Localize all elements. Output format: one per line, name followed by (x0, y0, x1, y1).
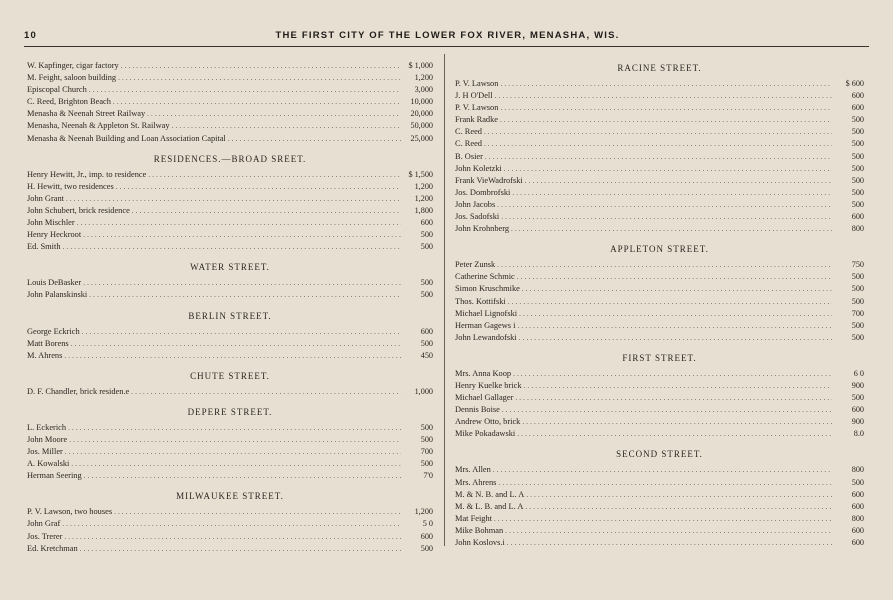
entry-name: Andrew Otto, brick (455, 417, 521, 427)
street-heading: BERLIN STREET. (188, 310, 272, 321)
entry-name: B. Osier (455, 151, 483, 161)
entry-amount: 20,000 (410, 109, 433, 119)
entry-amount: 600 (851, 501, 864, 511)
ledger-entry (455, 259, 864, 271)
ledger-entry (27, 60, 433, 72)
ledger-entry (455, 90, 864, 102)
entry-amount: 500 (851, 187, 864, 197)
leader-dots (505, 525, 832, 537)
ledger-entry (27, 434, 433, 446)
street-heading: RESIDENCES.—BROAD SREET. (153, 153, 307, 164)
ledger-entry (27, 217, 433, 229)
entry-name: Mat Feight (455, 513, 492, 523)
leader-dots (118, 72, 401, 84)
entry-amount: 6 0 (853, 368, 864, 378)
page-number: 10 (24, 30, 37, 41)
entry-amount: 1,200 (414, 507, 433, 517)
leader-dots (501, 211, 832, 223)
leader-dots (89, 84, 401, 96)
leader-dots (525, 175, 832, 187)
entry-amount: 1,200 (414, 193, 433, 203)
leader-dots (147, 108, 401, 120)
entry-amount: 700 (420, 447, 433, 457)
entry-amount: 500 (420, 459, 433, 469)
ledger-entry (455, 477, 864, 489)
entry-amount: 500 (851, 284, 864, 294)
entry-amount: 500 (851, 296, 864, 306)
ledger-entry (455, 416, 864, 428)
entry-amount: 500 (420, 543, 433, 553)
leader-dots (513, 368, 832, 380)
ledger-entry (455, 392, 864, 404)
street-heading: DEPERE STREET. (187, 406, 273, 417)
ledger-entry (455, 368, 864, 380)
entry-name: D. F. Chandler, brick residen.e (27, 386, 130, 396)
entry-name: P. V. Lawson, two houses (27, 507, 113, 517)
entry-name: Matt Borens (27, 338, 69, 348)
leader-dots (500, 78, 832, 90)
ledger-entry (455, 525, 864, 537)
entry-amount: 500 (420, 434, 433, 444)
ledger-entry (455, 489, 864, 501)
entry-amount: 500 (851, 393, 864, 403)
entry-name: Michael Gallager (455, 393, 514, 403)
entry-name: John Jacobs (455, 199, 496, 209)
entry-amount: 500 (851, 139, 864, 149)
header-rule (24, 46, 869, 47)
entry-name: Ed. Kretchman (27, 543, 78, 553)
leader-dots (526, 489, 832, 501)
entry-name: Herman Gagews i (455, 320, 516, 330)
entry-name: Catherine Schmic (455, 272, 515, 282)
entry-name: Jos. Miller (27, 447, 63, 457)
entry-name: Michael Lignofski (455, 308, 518, 318)
leader-dots (484, 138, 832, 150)
street-heading: RACINE STREET. (617, 63, 702, 73)
leader-dots (148, 169, 401, 181)
ledger-entry (455, 223, 864, 235)
entry-name: Henry Heckroot (27, 230, 82, 240)
entry-amount: 7'0 (423, 471, 433, 481)
entry-name: George Eckrich (27, 326, 80, 336)
entry-amount: 900 (851, 417, 864, 427)
ledger-entry (27, 543, 433, 555)
ledger-entry (27, 518, 433, 530)
ledger-entry (455, 320, 864, 332)
entry-amount: 800 (851, 465, 864, 475)
leader-dots (507, 537, 832, 549)
entry-name: Frank VieWadrofski (455, 175, 523, 185)
entry-amount: 500 (851, 163, 864, 173)
ledger-entry (27, 84, 433, 96)
entry-name: Mrs. Ahrens (455, 477, 497, 487)
leader-dots (132, 205, 401, 217)
leader-dots (82, 326, 401, 338)
entry-amount: 25,000 (410, 133, 433, 143)
ledger-entry (455, 296, 864, 308)
leader-dots (500, 102, 832, 114)
entry-amount: 750 (851, 260, 864, 270)
leader-dots (515, 392, 832, 404)
entry-name: John Krohnberg (455, 224, 510, 234)
entry-amount: 450 (420, 350, 433, 360)
ledger-entry (455, 283, 864, 295)
ledger-entry (27, 326, 433, 338)
entry-amount: 50,000 (410, 121, 433, 131)
ledger-entry (455, 175, 864, 187)
leader-dots (121, 60, 401, 72)
entry-name: Henry Hewitt, Jr., imp. to residence (27, 169, 147, 179)
leader-dots (494, 513, 832, 525)
leader-dots (517, 320, 832, 332)
ledger-entry (455, 114, 864, 126)
ledger-entry (27, 506, 433, 518)
column-divider (444, 54, 445, 546)
entry-amount: $ 1,000 (408, 61, 433, 70)
ledger-entry (455, 501, 864, 513)
leader-dots (83, 277, 401, 289)
leader-dots (512, 187, 832, 199)
entry-name: H. Hewitt, two residences (27, 181, 114, 191)
street-heading: WATER STREET. (190, 262, 270, 273)
entry-amount: 500 (420, 338, 433, 348)
leader-dots (62, 518, 401, 530)
entry-name: Frank Radke (455, 115, 499, 125)
leader-dots (172, 120, 401, 132)
entry-amount: 800 (851, 513, 864, 523)
leader-dots (498, 477, 832, 489)
leader-dots (71, 458, 401, 470)
entry-amount: 1,800 (414, 205, 433, 215)
entry-name: John Graf (27, 519, 61, 529)
entry-amount: 500 (851, 272, 864, 282)
street-heading: CHUTE STREET. (190, 370, 270, 381)
entry-amount: 600 (851, 212, 864, 222)
leader-dots (65, 446, 401, 458)
ledger-entry (27, 181, 433, 193)
leader-dots (524, 380, 832, 392)
ledger-entry (27, 169, 433, 181)
entry-amount: 500 (420, 242, 433, 252)
ledger-entry (27, 241, 433, 253)
entry-name: Menasha & Neenah Building and Loan Association Capital (27, 133, 226, 143)
entry-name: Jos. Trerer (27, 531, 63, 541)
entry-amount: 10,000 (410, 97, 433, 107)
entry-name: Jos. Dombrofski (455, 187, 511, 197)
ledger-entry (27, 350, 433, 362)
ledger-entry (27, 386, 433, 398)
entry-name: Mrs. Anna Koop (455, 368, 512, 378)
leader-dots (517, 271, 832, 283)
entry-name: P. V. Lawson (455, 103, 499, 113)
ledger-entry (455, 308, 864, 320)
leader-dots (522, 416, 832, 428)
leader-dots (83, 229, 401, 241)
entry-name: C. Reed (455, 139, 482, 149)
entry-name: Henry Kuelke brick (455, 380, 522, 390)
entry-amount: 500 (851, 332, 864, 342)
left-column (27, 60, 433, 555)
entry-name: John Lewandofski (455, 332, 517, 342)
entry-amount: 900 (851, 380, 864, 390)
ledger-entry (455, 428, 864, 440)
ledger-entry (455, 199, 864, 211)
leader-dots (517, 428, 832, 440)
entry-amount: 3,000 (414, 85, 433, 95)
entry-amount: 600 (420, 326, 433, 336)
ledger-entry (27, 229, 433, 241)
ledger-entry (27, 96, 433, 108)
entry-amount: 1,000 (414, 386, 433, 396)
ledger-entry (455, 163, 864, 175)
entry-name: C. Reed (455, 127, 482, 137)
entry-amount: 500 (420, 278, 433, 288)
leader-dots (131, 386, 401, 398)
entry-name: Peter Zunsk (455, 260, 496, 270)
entry-amount: 600 (851, 405, 864, 415)
entry-name: Menasha & Neenah Street Railway (27, 109, 146, 119)
entry-name: J. H O'Dell (455, 91, 493, 101)
leader-dots (116, 181, 401, 193)
ledger-entry (27, 338, 433, 350)
ledger-entry (27, 120, 433, 132)
entry-amount: 500 (851, 115, 864, 125)
entry-amount: $ 600 (845, 79, 864, 88)
entry-amount: 700 (851, 308, 864, 318)
leader-dots (497, 259, 832, 271)
street-heading: APPLETON STREET. (610, 244, 709, 255)
ledger-entry (455, 513, 864, 525)
entry-amount: 600 (851, 103, 864, 113)
ledger-entry (455, 102, 864, 114)
entry-amount: 500 (851, 320, 864, 330)
leader-dots (484, 126, 832, 138)
ledger-entry (27, 205, 433, 217)
leader-dots (522, 283, 832, 295)
entry-amount: 500 (420, 422, 433, 432)
entry-amount: 1,200 (414, 73, 433, 83)
ledger-entry (455, 151, 864, 163)
entry-amount: 600 (851, 91, 864, 101)
ledger-entry (455, 126, 864, 138)
entry-name: C. Reed, Brighton Beach (27, 97, 111, 107)
entry-amount: 600 (851, 489, 864, 499)
ledger-entry (27, 277, 433, 289)
entry-name: Mike Bohman (455, 525, 504, 535)
entry-amount: 500 (851, 199, 864, 209)
entry-amount: $ 1,500 (408, 169, 433, 179)
entry-amount: 600 (420, 531, 433, 541)
entry-name: Simon Kruschmike (455, 284, 520, 294)
leader-dots (114, 506, 401, 518)
leader-dots (68, 422, 401, 434)
leader-dots (63, 241, 401, 253)
ledger-entry (27, 470, 433, 482)
entry-name: M. Ahrens (27, 350, 63, 360)
leader-dots (495, 90, 832, 102)
leader-dots (485, 151, 832, 163)
leader-dots (80, 543, 401, 555)
ledger-entry (27, 458, 433, 470)
leader-dots (519, 308, 832, 320)
entry-name: John Schubert, brick residence (27, 205, 130, 215)
leader-dots (508, 296, 832, 308)
entry-amount: 600 (851, 525, 864, 535)
entry-name: P. V. Lawson (455, 79, 499, 88)
ledger-entry (455, 464, 864, 476)
entry-amount: 500 (851, 127, 864, 137)
leader-dots (89, 289, 401, 301)
entry-amount: 1,200 (414, 181, 433, 191)
ledger-entry (27, 72, 433, 84)
leader-dots (504, 163, 832, 175)
entry-amount: 5 0 (422, 519, 433, 529)
entry-name: Louis DeBasker (27, 278, 82, 288)
ledger-entry (27, 531, 433, 543)
entry-name: Episcopal Church (27, 85, 87, 95)
entry-name: M. & L. B. and L. A (455, 501, 524, 511)
ledger-entry (455, 271, 864, 283)
page-header (22, 30, 873, 44)
leader-dots (71, 338, 401, 350)
entry-name: W. Kapfinger, cigar factory (27, 61, 119, 70)
entry-name: M. Feight, saloon building (27, 73, 117, 83)
leader-dots (497, 199, 832, 211)
ledger-entry (27, 289, 433, 301)
entry-name: John Koslovs.i (455, 538, 505, 547)
ledger-entry (27, 133, 433, 145)
leader-dots (502, 404, 832, 416)
entry-name: Menasha, Neenah & Appleton St. Railway (27, 121, 170, 131)
ledger-entry (455, 380, 864, 392)
leader-dots (500, 114, 832, 126)
entry-amount: 8.0 (853, 429, 864, 439)
ledger-entry (27, 446, 433, 458)
entry-name: Mike Pokadawski (455, 429, 516, 439)
entry-name: John Palanskinski (27, 290, 88, 300)
entry-amount: 500 (851, 175, 864, 185)
leader-dots (493, 464, 832, 476)
ledger-entry (455, 78, 864, 90)
entry-name: Thos. Kottifski (455, 296, 506, 306)
leader-dots (64, 350, 401, 362)
entry-name: John Grant (27, 193, 64, 203)
leader-dots (525, 501, 832, 513)
leader-dots (84, 470, 401, 482)
entry-name: M. & N. B. and L. A (455, 489, 525, 499)
ledger-entry (455, 138, 864, 150)
entry-name: L. Eckerich (27, 422, 67, 432)
entry-name: Mrs. Allen (455, 465, 491, 475)
leader-dots (228, 133, 401, 145)
ledger-entry (455, 187, 864, 199)
entry-amount: 800 (851, 224, 864, 234)
ledger-entry (455, 211, 864, 223)
entry-amount: 600 (420, 218, 433, 228)
street-heading: SECOND STREET. (616, 449, 703, 460)
street-heading: FIRST STREET. (622, 352, 697, 363)
ledger-entry (27, 422, 433, 434)
entry-name: John Moore (27, 434, 68, 444)
entry-amount: 500 (420, 230, 433, 240)
entry-name: Herman Seering (27, 471, 82, 481)
leader-dots (64, 531, 401, 543)
ledger-entry (455, 404, 864, 416)
street-heading: MILWAUKEE STREET. (176, 491, 284, 502)
ledger-entry (27, 193, 433, 205)
entry-name: Dennis Boise (455, 405, 500, 415)
entry-name: John Mischler (27, 218, 75, 228)
leader-dots (113, 96, 401, 108)
leader-dots (69, 434, 401, 446)
right-column (455, 60, 864, 549)
ledger-entry (455, 537, 864, 549)
ledger-entry (455, 332, 864, 344)
entry-name: A. Kowalski (27, 459, 70, 469)
entry-name: Jos. Sadofski (455, 212, 500, 222)
entry-amount: 600 (851, 538, 864, 547)
leader-dots (66, 193, 401, 205)
leader-dots (519, 332, 832, 344)
entry-amount: 500 (851, 151, 864, 161)
entry-amount: 500 (420, 290, 433, 300)
ledger-entry (27, 108, 433, 120)
leader-dots (77, 217, 401, 229)
entry-name: John Koletzki (455, 163, 502, 173)
entry-amount: 500 (851, 477, 864, 487)
running-title: THE FIRST CITY OF THE LOWER FOX RIVER, MENASHA, WIS. (275, 30, 620, 41)
entry-name: Ed. Smith (27, 242, 61, 252)
leader-dots (511, 223, 832, 235)
